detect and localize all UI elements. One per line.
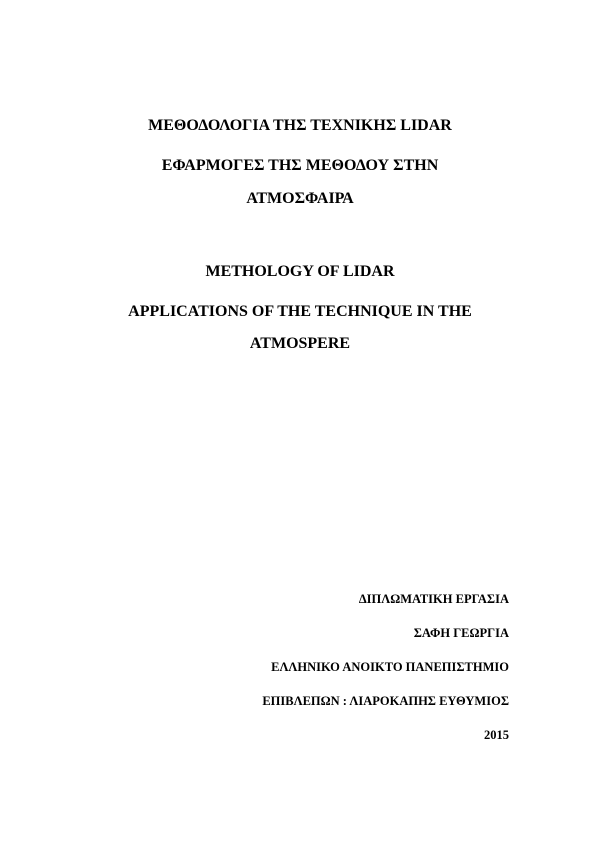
greek-title-line-2: ΕΦΑΡΜΟΓΕΣ ΤΗΣ ΜΕΘΟΔΟΥ ΣΤΗΝ [161,157,439,174]
year: 2015 [484,728,509,742]
greek-title-line-3: ΑΤΜΟΣΦΑΙΡΑ [246,190,354,207]
supervisor-name: ΕΠΙΒΛΕΠΩΝ : ΛΙΑΡΟΚΑΠΗΣ ΕΥΘΥΜΙΟΣ [262,694,509,708]
greek-title-line-1: ΜΕΘΟΔΟΛΟΓΙΑ ΤΗΣ ΤΕΧΝΙΚΗΣ LIDAR [148,117,452,134]
english-title-line-2: APPLICATIONS OF THE TECHNIQUE IN THE [128,303,472,320]
university-name: ΕΛΛΗΝΙΚΟ ΑΝΟΙΚΤΟ ΠΑΝΕΠΙΣΤΗΜΙΟ [271,660,509,674]
author-name: ΣΑΦΗ ΓΕΩΡΓΙΑ [413,626,509,640]
document-type: ΔΙΠΛΩΜΑΤΙΚΗ ΕΡΓΑΣΙΑ [358,592,509,606]
english-title-line-3: ATMOSPERE [249,335,351,352]
english-title-line-1: METHOLOGY OF LIDAR [205,263,395,280]
